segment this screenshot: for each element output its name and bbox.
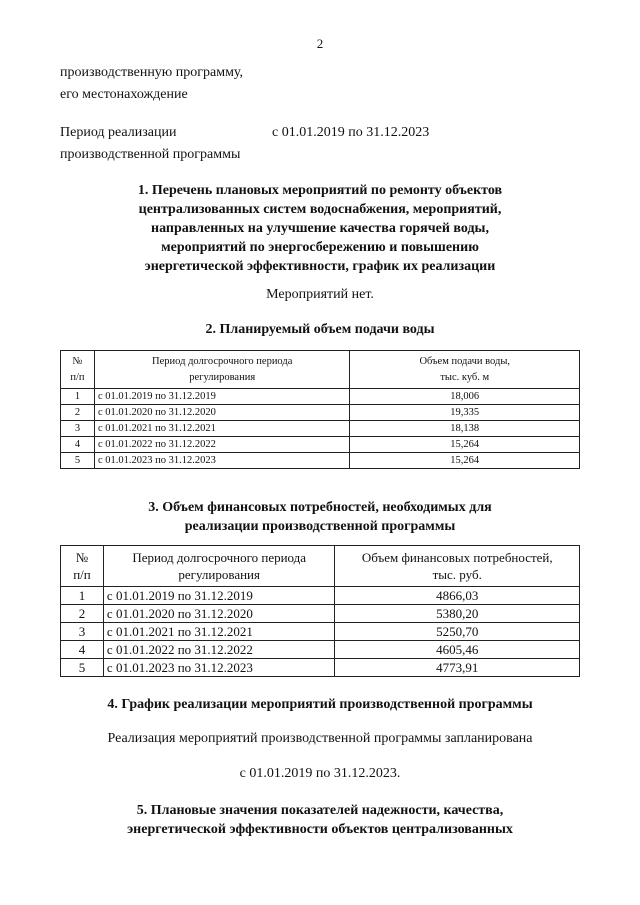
header-num: № п/п <box>61 546 104 587</box>
table-row <box>61 605 580 623</box>
top-block-line: производственную программу, <box>60 65 244 80</box>
period-value: с 01.01.2019 по 31.12.2023 <box>272 125 430 140</box>
table-row <box>61 623 580 641</box>
cell-value: 19,335 <box>350 405 580 421</box>
section5-title-line: 5. Плановые значения показателей надежности, качества, <box>136 803 504 818</box>
section1-text: Мероприятий нет. <box>266 287 374 302</box>
section4-title: 4. График реализации мероприятий производственной программы <box>107 697 533 712</box>
cell-period: с 01.01.2021 по 31.12.2021 <box>94 421 350 437</box>
cell-period: с 01.01.2020 по 31.12.2020 <box>94 405 350 421</box>
cell-num: 4 <box>61 641 104 659</box>
header-period: Период долгосрочного периода регулирования <box>94 351 350 389</box>
section2-title: 2. Планируемый объем подачи воды <box>205 322 435 337</box>
cell-value: 18,006 <box>350 389 580 405</box>
header-period: Период долгосрочного периода регулирования <box>103 546 335 587</box>
section3-title-line: 3. Объем финансовых потребностей, необходимых для <box>148 500 492 515</box>
cell-period: с 01.01.2022 по 31.12.2022 <box>103 641 335 659</box>
table-header-row <box>61 546 580 587</box>
cell-period: с 01.01.2020 по 31.12.2020 <box>103 605 335 623</box>
section1-title-line: 1. Перечень плановых мероприятий по ремонту объектов <box>137 183 503 198</box>
cell-num: 1 <box>61 587 104 605</box>
cell-period: с 01.01.2022 по 31.12.2022 <box>94 437 350 453</box>
table-row <box>61 405 580 421</box>
section4-text-line: с 01.01.2019 по 31.12.2023. <box>239 766 401 781</box>
section5-title-line: энергетической эффективности объектов централизованных <box>127 822 513 837</box>
cell-value: 4866,03 <box>335 587 580 605</box>
cell-value: 15,264 <box>350 437 580 453</box>
header-value: Объем подачи воды, тыс. куб. м <box>350 351 580 389</box>
cell-period: с 01.01.2019 по 31.12.2019 <box>103 587 335 605</box>
page-number: 2 <box>316 36 324 51</box>
cell-num: 3 <box>61 623 104 641</box>
section1-title-line: направленных на улучшение качества горячей воды, <box>151 221 489 236</box>
cell-period: с 01.01.2019 по 31.12.2019 <box>94 389 350 405</box>
cell-value: 18,138 <box>350 421 580 437</box>
header-value: Объем финансовых потребностей, тыс. руб. <box>335 546 580 587</box>
section4-text-line: Реализация мероприятий производственной программы запланирована <box>107 731 533 746</box>
cell-period: с 01.01.2023 по 31.12.2023 <box>103 659 335 677</box>
table-row <box>61 437 580 453</box>
cell-num: 3 <box>61 421 95 437</box>
cell-num: 1 <box>61 389 95 405</box>
cell-num: 2 <box>61 405 95 421</box>
table-header-row <box>61 351 580 389</box>
table-row <box>61 453 580 469</box>
cell-period: с 01.01.2023 по 31.12.2023 <box>94 453 350 469</box>
table-row <box>61 389 580 405</box>
table-row <box>61 659 580 677</box>
period-label-line: Период реализации <box>60 125 177 140</box>
section1-title-line: централизованных систем водоснабжения, мероприятий, <box>138 202 502 217</box>
cell-value: 4773,91 <box>335 659 580 677</box>
period-label-line: производственной программы <box>60 147 241 162</box>
table-row <box>61 641 580 659</box>
cell-num: 5 <box>61 659 104 677</box>
top-block <box>60 62 243 106</box>
header-num: № п/п <box>61 351 95 389</box>
cell-value: 5380,20 <box>335 605 580 623</box>
water-volume-table <box>60 350 580 469</box>
section1-title-line: мероприятий по энергосбережению и повышению <box>161 240 479 255</box>
period-label <box>60 122 240 166</box>
section1-title <box>60 181 580 276</box>
cell-num: 4 <box>61 437 95 453</box>
table-row <box>61 421 580 437</box>
cell-num: 5 <box>61 453 95 469</box>
section3-title-line: реализации производственной программы <box>184 519 456 534</box>
cell-value: 4605,46 <box>335 641 580 659</box>
section3-title <box>60 498 580 536</box>
cell-value: 5250,70 <box>335 623 580 641</box>
cell-value: 15,264 <box>350 453 580 469</box>
top-block-line: его местонахождение <box>60 87 188 102</box>
section5-title <box>60 801 580 839</box>
section1-title-line: энергетической эффективности, график их реализации <box>144 259 496 274</box>
table-row <box>61 587 580 605</box>
financial-needs-table <box>60 545 580 677</box>
cell-period: с 01.01.2021 по 31.12.2021 <box>103 623 335 641</box>
cell-num: 2 <box>61 605 104 623</box>
